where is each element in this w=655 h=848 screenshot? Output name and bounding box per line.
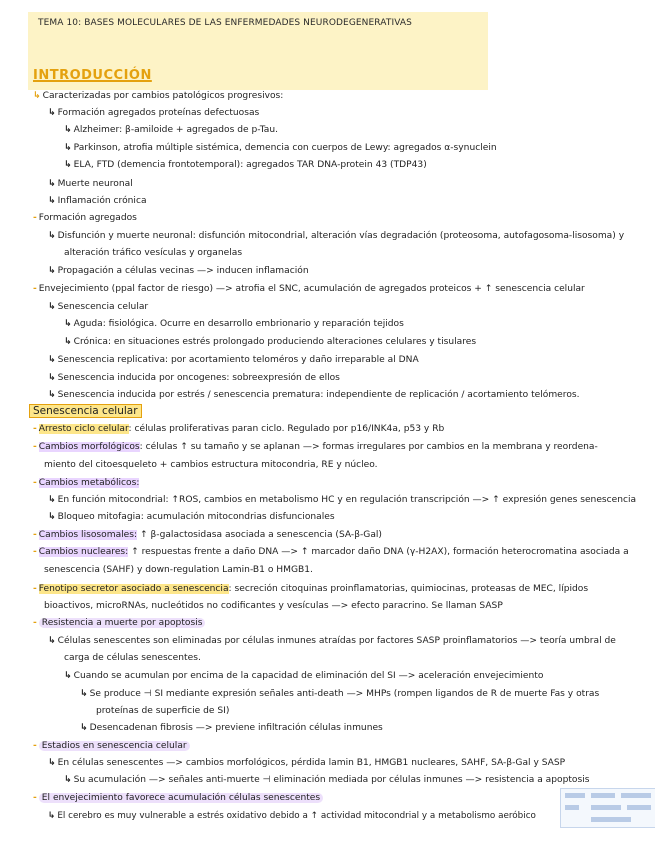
- arrow-icon: ↳: [48, 302, 56, 312]
- note-line: - Formación agregados: [33, 213, 137, 223]
- note-line: alteración tráfico vesículas y organelas: [64, 248, 243, 258]
- section-title-introduccion: INTRODUCCIÓN: [33, 68, 152, 83]
- thumbnail-shape: [621, 793, 651, 798]
- arrow-icon: ↳: [64, 671, 72, 681]
- arrow-icon: ↳: [48, 108, 56, 118]
- note-line: ↳ ELA, FTD (demencia frontotemporal): agregados TAR DNA-protein 43 (TDP43): [64, 160, 427, 170]
- arrow-icon: ↳: [64, 160, 72, 170]
- arrow-icon: ↳: [48, 390, 56, 400]
- dash-icon: -: [33, 442, 37, 452]
- note-line: ↳ Células senescentes son eliminadas por células inmunes atraídas por factores SASP proinflamatorios —> teoría umbral de: [48, 636, 616, 646]
- arrow-icon: ↳: [48, 266, 56, 276]
- note-line: - Cambios lisosomales: ↑ β-galactosidasa asociada a senescencia (SA-β-Gal): [33, 530, 382, 540]
- note-line: - Fenotipo secretor asociado a senescencia: secreción citoquinas proinflamatorias, quimiocinas, proteasas de MEC, lípidos: [33, 584, 589, 594]
- note-line: proteínas de superficie de SI): [96, 706, 230, 716]
- note-line: ↳ En células senescentes —> cambios morfológicos, pérdida lamin B1, HMGB1 nucleares, SAHF, SA-β-Gal y SASP: [48, 758, 566, 768]
- note-line: - El envejecimiento favorece acumulación células senescentes: [33, 792, 323, 804]
- note-line: ↳ Disfunción y muerte neuronal: disfunción mitocondrial, alteración vías degradación (proteosoma, autofagosoma-lisosoma) y: [48, 231, 625, 241]
- dash-icon: -: [33, 618, 37, 628]
- thumbnail-shape: [565, 805, 579, 810]
- arrow-icon: ↳: [33, 91, 41, 101]
- dash-icon: -: [33, 213, 37, 223]
- page-title: TEMA 10: BASES MOLECULARES DE LAS ENFERMEDADES NEURODEGENERATIVAS: [38, 18, 412, 28]
- note-line: ↳ Parkinson, atrofia múltiple sistémica, demencia con cuerpos de Lewy: agregados α-synuclein: [64, 143, 497, 153]
- note-line: ↳ Su acumulación —> señales anti-muerte ⊣ eliminación mediada por células inmunes —> resistencia a apoptosis: [64, 775, 590, 785]
- arrow-icon: ↳: [48, 758, 56, 768]
- thumbnail-shape: [565, 793, 585, 798]
- section-title-senescencia: Senescencia celular: [29, 405, 142, 417]
- note-line: ↳ Desencadenan fibrosis —> previene infiltración células inmunes: [80, 723, 383, 733]
- note-line: ↳ Muerte neuronal: [48, 179, 133, 189]
- note-line: - Cambios nucleares: ↑ respuestas frente a daño DNA —> ↑ marcador daño DNA (γ-H2AX), formación heterocromatina asociada a: [33, 547, 629, 557]
- note-line: ↳ Senescencia replicativa: por acortamiento teloméros y daño irreparable al DNA: [48, 355, 419, 365]
- dash-icon: -: [33, 478, 37, 488]
- dash-icon: -: [33, 741, 37, 751]
- arrow-icon: ↳: [48, 179, 56, 189]
- note-line: ↳ Se produce ⊣ SI mediante expresión señales anti-death —> MHPs (rompen ligandos de R de muerte Fas y otras: [80, 689, 600, 699]
- thumbnail-shape: [591, 817, 631, 822]
- arrow-icon: ↳: [64, 143, 72, 153]
- note-line: - Arresto ciclo celular: células proliferativas paran ciclo. Regulado por p16/INK4a, p53 y Rb: [33, 424, 445, 434]
- arrow-icon: ↳: [48, 196, 56, 206]
- note-line: ↳ Crónica: en situaciones estrés prolongado produciendo alteraciones celulares y tisulares: [64, 337, 477, 347]
- note-line: - Estadios en senescencia celular: [33, 740, 190, 752]
- note-line: ↳ Alzheimer: β-amiloide + agregados de p-Tau.: [64, 125, 278, 135]
- note-line: ↳ Senescencia inducida por estrés / senescencia prematura: independiente de replicación / acortamiento telómeros.: [48, 390, 580, 400]
- note-line: ↳ El cerebro es muy vulnerable a estrés oxidativo debido a ↑ actividad mitocondrial y a metabolismo aeróbico: [48, 811, 536, 821]
- arrow-icon: ↳: [64, 775, 72, 785]
- dash-icon: -: [33, 793, 37, 803]
- note-line: senescencia (SAHF) y down-regulation Lamin-B1 o HMGB1.: [44, 565, 313, 575]
- diagram-thumbnail: [560, 788, 655, 828]
- note-line: ↳ Aguda: fisiológica. Ocurre en desarrollo embrionario y reparación tejidos: [64, 319, 404, 329]
- arrow-icon: ↳: [48, 373, 56, 383]
- note-line: ↳ Senescencia inducida por oncogenes: sobreexpresión de ellos: [48, 373, 340, 383]
- arrow-icon: ↳: [64, 319, 72, 329]
- note-line: ↳ En función mitocondrial: ↑ROS, cambios en metabolismo HC y en regulación transcripción —> ↑ expresión genes senescencia: [48, 495, 637, 505]
- note-line: ↳ Inflamación crónica: [48, 196, 147, 206]
- note-line: ↳ Senescencia celular: [48, 302, 149, 312]
- thumbnail-shape: [591, 805, 621, 810]
- arrow-icon: ↳: [48, 495, 56, 505]
- dash-icon: -: [33, 284, 37, 294]
- arrow-icon: ↳: [48, 811, 56, 821]
- dash-icon: -: [33, 424, 37, 434]
- note-line: ↳ Bloqueo mitofagia: acumulación mitocondrias disfuncionales: [48, 512, 335, 522]
- note-line: - Cambios morfológicos: células ↑ su tamaño y se aplanan —> formas irregulares por cambios en la membrana y reordena-: [33, 442, 598, 452]
- note-line: ↳ Formación agregados proteínas defectuosas: [48, 108, 260, 118]
- note-line: - Envejecimiento (ppal factor de riesgo) —> atrofia el SNC, acumulación de agregados proteicos + ↑ senescencia celular: [33, 284, 585, 294]
- dash-icon: -: [33, 530, 37, 540]
- arrow-icon: ↳: [64, 337, 72, 347]
- note-line: miento del citoesqueleto + cambios estructura mitocondria, RE y núcleo.: [44, 460, 378, 470]
- note-line: ↳ Cuando se acumulan por encima de la capacidad de eliminación del SI —> aceleración envejecimiento: [64, 671, 544, 681]
- thumbnail-shape: [591, 793, 615, 798]
- arrow-icon: ↳: [80, 689, 88, 699]
- arrow-icon: ↳: [48, 231, 56, 241]
- thumbnail-shape: [627, 805, 651, 810]
- note-line: - Cambios metabólicos:: [33, 478, 140, 488]
- arrow-icon: ↳: [48, 355, 56, 365]
- dash-icon: -: [33, 584, 37, 594]
- note-line: ↳ Caracterizadas por cambios patológicos progresivos:: [33, 91, 284, 101]
- note-line: bioactivos, microRNAs, nucleótidos no codificantes y vesículas —> efecto paracrino. Se llaman SASP: [44, 601, 503, 611]
- note-line: ↳ Propagación a células vecinas —> inducen inflamación: [48, 266, 309, 276]
- dash-icon: -: [33, 547, 37, 557]
- arrow-icon: ↳: [48, 636, 56, 646]
- note-line: - Resistencia a muerte por apoptosis: [33, 617, 205, 629]
- arrow-icon: ↳: [48, 512, 56, 522]
- note-line: carga de células senescentes.: [64, 653, 201, 663]
- arrow-icon: ↳: [80, 723, 88, 733]
- arrow-icon: ↳: [64, 125, 72, 135]
